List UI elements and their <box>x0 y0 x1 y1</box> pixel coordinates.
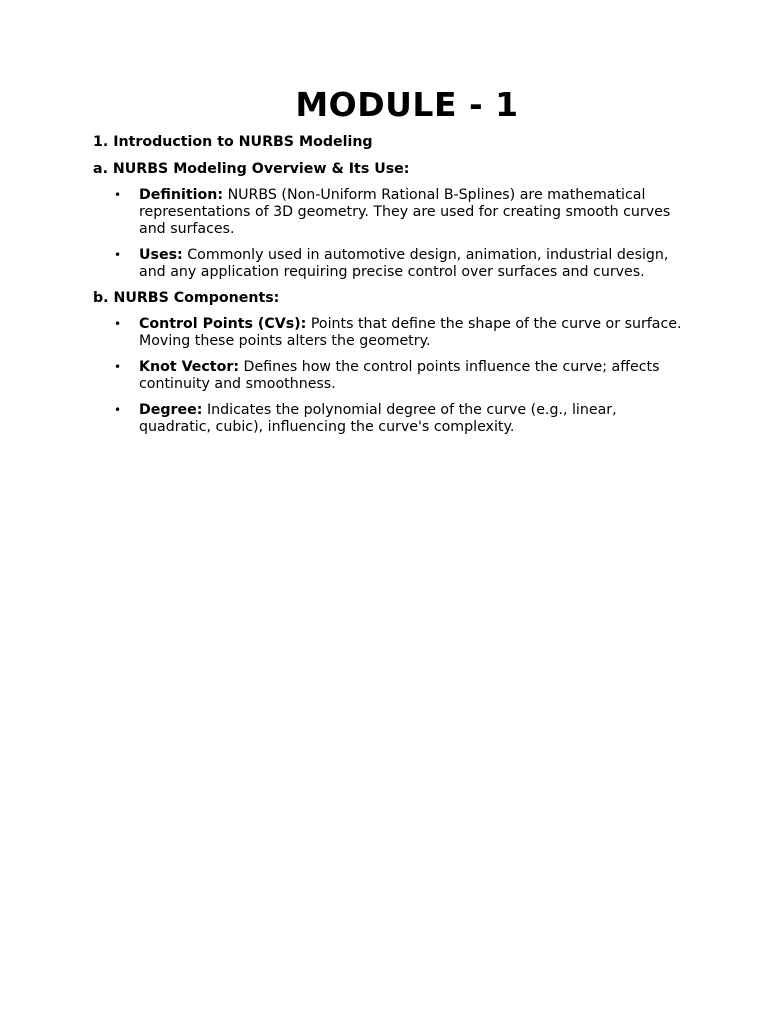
item-term: Uses: <box>139 247 183 263</box>
bullet-icon: • <box>114 248 122 262</box>
item-term: Degree: <box>139 402 203 418</box>
list-item <box>93 316 683 350</box>
list-item <box>93 247 683 281</box>
bullet-icon: • <box>114 360 122 374</box>
item-text: Commonly used in automotive design, animation, industrial design, and any application requiring precise control over surfaces and curves. <box>139 247 669 280</box>
item-term: Definition: <box>139 187 224 203</box>
section-heading-intro: 1. Introduction to NURBS Modeling <box>93 134 373 150</box>
bullet-icon: • <box>114 403 122 417</box>
overview-list <box>93 187 683 281</box>
item-text: Points that define the shape of the curve or surface. Moving these points alters the geometry. <box>139 316 682 349</box>
item-text: NURBS (Non-Uniform Rational B-Splines) are mathematical representations of 3D geometry. They are used for creating smooth curves and surfaces. <box>139 187 671 237</box>
list-item <box>93 402 683 436</box>
section-heading-overview: a. NURBS Modeling Overview & Its Use: <box>93 161 410 177</box>
item-term: Control Points (CVs): <box>139 316 307 332</box>
item-text: Indicates the polynomial degree of the curve (e.g., linear, quadratic, cubic), influencing the curve's complexity. <box>139 402 617 435</box>
list-item <box>93 187 683 238</box>
components-list <box>93 316 683 436</box>
section-heading-components: b. NURBS Components: <box>93 290 280 306</box>
page-title: MODULE - 1 <box>295 85 519 124</box>
list-item <box>93 359 683 393</box>
document-body <box>93 134 683 445</box>
bullet-icon: • <box>114 188 122 202</box>
bullet-icon: • <box>114 317 122 331</box>
item-text: Defines how the control points influence the curve; affects continuity and smoothness. <box>139 359 660 392</box>
item-term: Knot Vector: <box>139 359 239 375</box>
